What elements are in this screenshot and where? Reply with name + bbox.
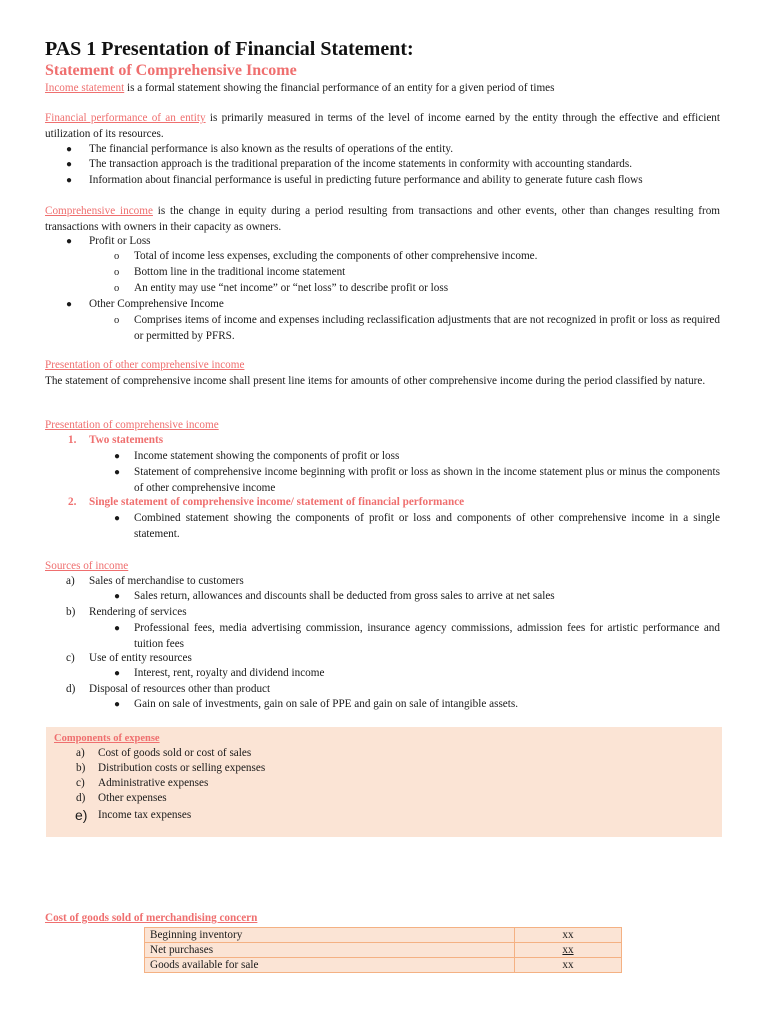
income-statement-text: is a formal statement showing the financial performance of an entity for a given period of times — [124, 82, 555, 94]
table-cell-value: xx — [515, 928, 622, 943]
table-row — [145, 958, 622, 973]
list-letter: a) — [66, 575, 75, 587]
circle-bullet-icon: o — [114, 283, 120, 294]
list-item: Sales return, allowances and discounts shall be deducted from gross sales to arrive at net sales — [134, 590, 555, 602]
list-letter: b) — [76, 762, 86, 774]
table-cell-value: xx — [515, 958, 622, 973]
presentation-oci-text: The statement of comprehensive income shall present line items for amounts of other comprehensive income during the period classified by nature. — [45, 375, 706, 387]
bullet-icon: ● — [114, 623, 121, 634]
oci-label: Other Comprehensive Income — [89, 298, 224, 310]
two-statements-label: Two statements — [89, 434, 164, 446]
list-letter: c) — [66, 652, 75, 664]
document-subtitle: Statement of Comprehensive Income — [45, 62, 297, 79]
list-item: Bottom line in the traditional income statement — [134, 266, 346, 278]
list-letter: d) — [76, 792, 86, 804]
bullet-icon: ● — [114, 591, 121, 602]
income-statement-definition — [45, 81, 554, 97]
list-item: An entity may use “net income” or “net loss” to describe profit or loss — [134, 282, 449, 294]
bullet-icon: ● — [66, 144, 73, 155]
financial-performance-definition — [45, 111, 720, 142]
profit-or-loss-label: Profit or Loss — [89, 235, 151, 247]
table-row — [145, 943, 622, 958]
presentation-oci-heading: Presentation of other comprehensive income — [45, 359, 245, 371]
table-cell-label: Beginning inventory — [145, 928, 515, 943]
comprehensive-income-text: is the change in equity during a period resulting from transactions and other events, other than changes resulting from transactions with owners in their capacity as owners. — [45, 205, 720, 233]
list-item: Comprises items of income and expenses including reclassification adjustments that are not recognized in profit or loss as required or permitted by PFRS. — [134, 314, 720, 342]
list-item: Combined statement showing the components of profit or loss and components of other comprehensive income in a single statement. — [134, 512, 720, 540]
list-item: Statement of comprehensive income beginning with profit or loss as shown in the income statement plus or minus the components of other comprehensive income — [134, 466, 720, 494]
bullet-icon: ● — [66, 159, 73, 170]
list-item: Use of entity resources — [89, 652, 192, 664]
list-item: Gain on sale of investments, gain on sale of PPE and gain on sale of intangible assets. — [134, 698, 519, 710]
list-letter: a) — [76, 747, 85, 759]
list-item: Cost of goods sold or cost of sales — [98, 747, 252, 759]
table-cell-label: Net purchases — [145, 943, 515, 958]
bullet-icon: ● — [114, 467, 121, 478]
single-statement-label: Single statement of comprehensive income/ statement of financial performance — [89, 496, 465, 508]
list-item: Rendering of services — [89, 606, 187, 618]
list-item: Disposal of resources other than product — [89, 683, 271, 695]
cogs-table — [144, 927, 622, 973]
sources-of-income-heading: Sources of income — [45, 560, 129, 572]
circle-bullet-icon: o — [114, 251, 120, 262]
two-statements-number: 1. — [68, 434, 77, 446]
list-letter: e) — [75, 807, 88, 823]
list-item: The transaction approach is the traditional preparation of the income statements in conformity with accounting standards. — [89, 158, 633, 170]
bullet-icon: ● — [66, 299, 73, 310]
list-item: Distribution costs or selling expenses — [98, 762, 266, 774]
list-letter: b) — [66, 606, 76, 618]
list-item: Other expenses — [98, 792, 167, 804]
list-item: Income tax expenses — [98, 809, 192, 821]
table-row — [145, 928, 622, 943]
list-item: Information about financial performance is useful in predicting future performance and ability to generate future cash flows — [89, 174, 643, 186]
comprehensive-income-term: Comprehensive income — [45, 205, 153, 217]
list-item: Professional fees, media advertising commission, insurance agency commissions, admission fees for artistic performance and tuition fees — [134, 622, 720, 650]
cogs-heading: Cost of goods sold of merchandising concern — [45, 912, 258, 924]
list-item: Administrative expenses — [98, 777, 209, 789]
circle-bullet-icon: o — [114, 267, 120, 278]
income-statement-term: Income statement — [45, 82, 125, 94]
list-letter: d) — [66, 683, 76, 695]
financial-performance-text: is primarily measured in terms of the level of income earned by the entity through the effective and efficient utilization of its resources. — [45, 112, 720, 140]
bullet-icon: ● — [114, 699, 121, 710]
list-item: Interest, rent, royalty and dividend income — [134, 667, 325, 679]
list-item: Total of income less expenses, excluding the components of other comprehensive income. — [134, 250, 538, 262]
financial-performance-term: Financial performance of an entity — [45, 112, 206, 124]
table-cell-label: Goods available for sale — [145, 958, 515, 973]
list-item: Sales of merchandise to customers — [89, 575, 244, 587]
document-title: PAS 1 Presentation of Financial Statement: — [45, 38, 414, 60]
comprehensive-income-definition — [45, 204, 720, 235]
bullet-icon: ● — [114, 451, 121, 462]
bullet-icon: ● — [114, 668, 121, 679]
presentation-ci-heading: Presentation of comprehensive income — [45, 419, 219, 431]
bullet-icon: ● — [66, 236, 73, 247]
list-item: Income statement showing the components of profit or loss — [134, 450, 400, 462]
bullet-icon: ● — [66, 175, 73, 186]
circle-bullet-icon: o — [114, 315, 120, 326]
list-item: The financial performance is also known as the results of operations of the entity. — [89, 143, 453, 155]
list-letter: c) — [76, 777, 85, 789]
bullet-icon: ● — [114, 513, 121, 524]
table-cell-value: xx — [515, 943, 622, 958]
single-statement-number: 2. — [68, 496, 77, 508]
components-of-expense-heading: Components of expense — [54, 733, 160, 744]
